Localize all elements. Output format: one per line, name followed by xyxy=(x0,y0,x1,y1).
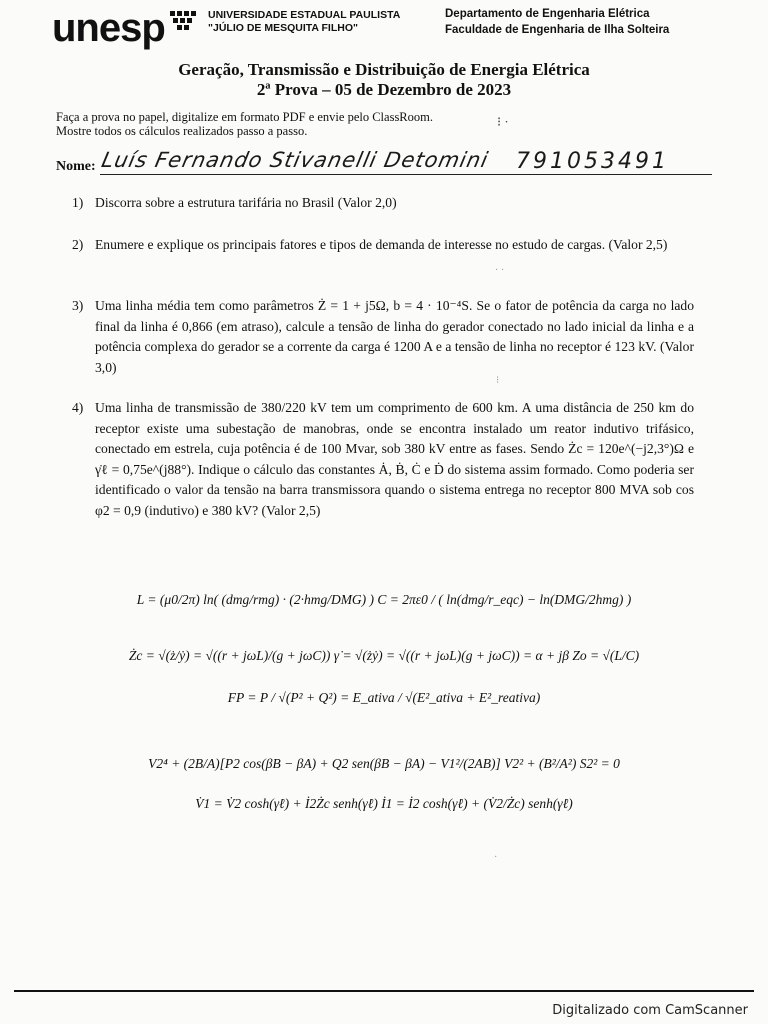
name-label: Nome: xyxy=(56,159,96,174)
formula-voltage-current: V̇1 = V̇2 cosh(γ̇ℓ) + İ2Żc senh(γ̇ℓ) İ1 = İ2 cosh(γ̇ℓ) + (V̇2/Żc) senh(γ̇ℓ) xyxy=(195,796,573,811)
scan-mark: ⁝ · xyxy=(497,114,509,129)
department-name: Departamento de Engenharia Elétrica Faculdade de Engenharia de Ilha Solteira xyxy=(445,8,670,36)
scan-dots: · xyxy=(494,852,498,863)
exam-title: 2ª Prova – 05 de Dezembro de 2023 xyxy=(256,80,512,99)
scan-dots: · · xyxy=(495,265,505,276)
instructions: Faça a prova no papel, digitalize em formato PDF e envie pelo ClassRoom. Mostre todos os cálculos realizados passo a passo. xyxy=(56,110,433,138)
question-2: 2) Enumere e explique os principais fatores e tipos de demanda de interesse no estudo de cargas. (Valor 2,5) xyxy=(72,237,668,252)
formula-impedance-propagation: Żc = √(ż/ẏ) = √((r + jωL)/(g + jωC)) γ̇ = √(żẏ) = √((r + jωL)(g + jωC)) = α + jβ Zo = √(L/C) xyxy=(128,648,640,663)
course-title: Geração, Transmissão e Distribuição de Energia Elétrica xyxy=(178,60,590,79)
handwritten-name: Luís Fernando Stivanelli Detomini xyxy=(99,148,491,172)
handwritten-student-id: 791053491 xyxy=(516,149,669,174)
unesp-logo: unesp xyxy=(52,6,165,50)
formula-voltage-equation: V2⁴ + (2B/A)[P2 cos(βB − βA) + Q2 sen(βB − βA) − V1²/(2AB)] V2² + (B²/A²) S2² = 0 xyxy=(148,756,620,771)
formula-inductance-capacitance: L = (μ0/2π) ln( (dmg/rmg) · (2·hmg/DMG) ) C = 2πε0 / ( ln(dmg/r_eqc) − ln(DMG/2hmg) ) xyxy=(136,592,632,607)
institution-name: UNIVERSIDADE ESTADUAL PAULISTA "JÚLIO DE MESQUITA FILHO" xyxy=(208,9,401,34)
camscanner-watermark: Digitalizado com CamScanner xyxy=(552,1003,748,1018)
question-1: 1) Discorra sobre a estrutura tarifária no Brasil (Valor 2,0) xyxy=(72,195,397,210)
formula-power-factor: FP = P / √(P² + Q²) = E_ativa / √(E²_ativa + E²_reativa) xyxy=(227,690,541,705)
question-4: 4) Uma linha de transmissão de 380/220 kV tem um comprimento de 600 km. A uma distância de 250 km do receptor existe uma subestação de manobras, onde se encontra instalado um reator indutivo trifásico, conectado em estrela, cuja potência é de 100 Mvar, sob 380 kV entre as fases. Sendo Żc = 120e^(−j2,3°)Ω e γ̇ℓ = 0,75e^(j88°). Indique o cálculo das constantes Ȧ, Ḃ, Ċ e Ḋ do sistema assim formado. Como poderia ser identificado o valor da tensão na barra transmissora quando o sistema entrega no receptor 800 MVA sob cos φ2 = 0,9 (indutivo) e 380 kV? (Valor 2,5) xyxy=(72,400,694,518)
unesp-emblem-icon xyxy=(168,9,198,31)
page-bottom-edge xyxy=(14,990,754,992)
name-underline xyxy=(100,174,712,175)
scan-dots: ⁝ xyxy=(496,375,500,386)
question-3: 3) Uma linha média tem como parâmetros Ż = 1 + j5Ω, b = 4 · 10⁻⁴S. Se o fator de potência da carga no lado final da linha é 0,866 (em atraso), calcule a tensão de linha do gerador conectado no lado inicial da linha e a potência complexa do gerador se a corrente da carga é 1200 A e a tensão de linha no receptor é 123 kV. (Valor 3,0) xyxy=(72,298,694,375)
